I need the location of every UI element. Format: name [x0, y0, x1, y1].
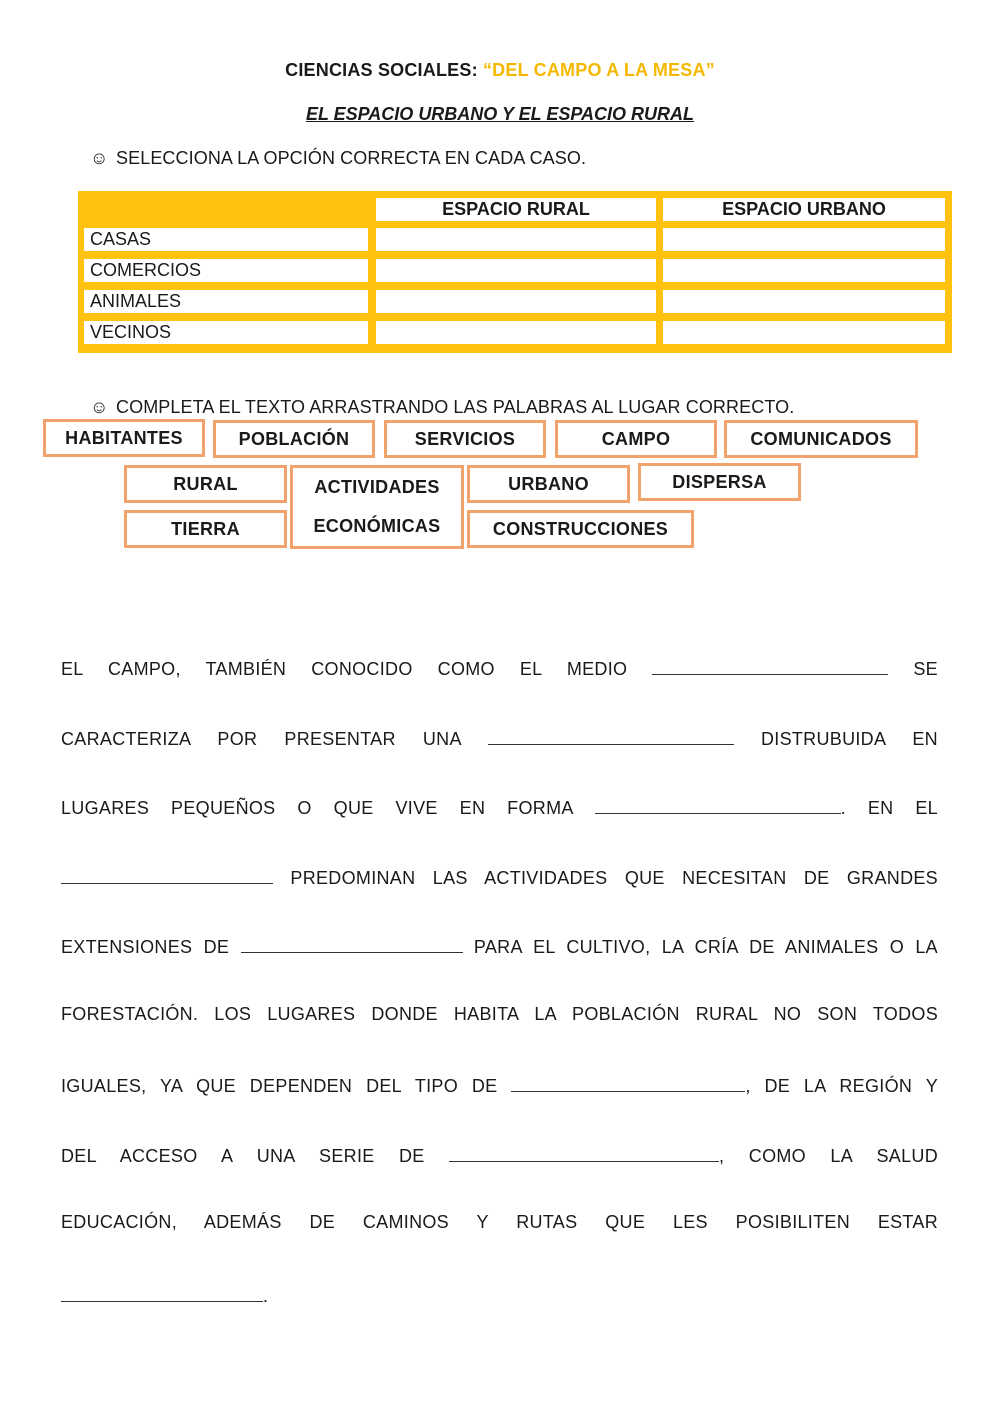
text-segment: FORESTACIÓN. LOS LUGARES DONDE HABITA LA POBLACIÓN RURAL NO SON TODOS: [61, 1004, 938, 1024]
blank-lugar[interactable]: [61, 865, 273, 884]
paragraph-line-3: [61, 795, 938, 819]
paragraph-line-5: [61, 934, 938, 958]
blank-serie[interactable]: [449, 1143, 719, 1162]
word-chip-actividades-economicas[interactable]: [290, 465, 464, 549]
answer-cell-vecinos-urbano[interactable]: [663, 321, 945, 344]
text-segment: SE: [913, 659, 938, 679]
blank-poblacion[interactable]: [488, 726, 734, 745]
word-chip-dispersa[interactable]: DISPERSA: [638, 463, 801, 501]
chip-line-economicas: ECONÓMICAS: [313, 516, 441, 536]
smiley-icon: ☺: [90, 148, 109, 168]
text-segment: EXTENSIONES DE: [61, 937, 230, 957]
word-chip-rural[interactable]: RURAL: [124, 465, 287, 503]
instruction-drag-text: COMPLETA EL TEXTO ARRASTRANDO LAS PALABRAS AL LUGAR CORRECTO.: [116, 397, 795, 417]
text-segment: CARACTERIZA POR PRESENTAR UNA: [61, 729, 461, 749]
paragraph-line-10: [61, 1283, 938, 1307]
text-segment: LUGARES PEQUEÑOS O QUE VIVE EN FORMA: [61, 798, 573, 818]
blank-forma[interactable]: [595, 795, 841, 814]
answer-cell-comercios-rural[interactable]: [376, 259, 656, 282]
text-segment: DEL ACCESO A UNA SERIE DE: [61, 1146, 425, 1166]
blank-estar[interactable]: [61, 1283, 263, 1302]
word-chip-servicios[interactable]: SERVICIOS: [384, 420, 546, 458]
text-segment: EL CAMPO, TAMBIÉN CONOCIDO COMO EL MEDIO: [61, 659, 628, 679]
answer-cell-casas-rural[interactable]: [376, 228, 656, 251]
column-header-urbano: ESPACIO URBANO: [663, 198, 945, 221]
word-chip-habitantes[interactable]: HABITANTES: [43, 419, 205, 457]
answer-cell-casas-urbano[interactable]: [663, 228, 945, 251]
instruction-select-text: SELECCIONA LA OPCIÓN CORRECTA EN CADA CASO.: [116, 148, 587, 168]
worksheet-title: [0, 60, 1000, 81]
row-label-vecinos: VECINOS: [84, 321, 368, 344]
paragraph-line-4: [61, 865, 938, 889]
row-label-animales: ANIMALES: [84, 290, 368, 313]
text-segment: .: [263, 1286, 269, 1306]
word-chip-comunicados[interactable]: COMUNICADOS: [724, 420, 918, 458]
text-segment: EDUCACIÓN, ADEMÁS DE CAMINOS Y RUTAS QUE LES POSIBILITEN ESTAR: [61, 1212, 938, 1232]
blank-tipo[interactable]: [511, 1073, 745, 1092]
text-segment: , DE LA REGIÓN Y: [745, 1076, 938, 1096]
paragraph-line-2: [61, 726, 938, 750]
paragraph-line-1: [61, 656, 938, 680]
answer-cell-vecinos-rural[interactable]: [376, 321, 656, 344]
instruction-drag: [90, 397, 794, 418]
title-separator: :: [471, 60, 478, 80]
text-segment: . EN EL: [840, 798, 938, 818]
word-chip-tierra[interactable]: TIERRA: [124, 510, 287, 548]
text-segment: PREDOMINAN LAS ACTIVIDADES QUE NECESITAN DE GRANDES: [290, 868, 938, 888]
blank-extensiones[interactable]: [241, 934, 463, 953]
instruction-select: [90, 148, 586, 169]
theme-label: “DEL CAMPO A LA MESA”: [482, 60, 715, 80]
word-chip-construcciones[interactable]: CONSTRUCCIONES: [467, 510, 694, 548]
smiley-icon: ☺: [90, 397, 109, 417]
text-segment: , COMO LA SALUD: [719, 1146, 938, 1166]
row-label-comercios: COMERCIOS: [84, 259, 368, 282]
text-segment: IGUALES, YA QUE DEPENDEN DEL TIPO DE: [61, 1076, 498, 1096]
row-label-casas: CASAS: [84, 228, 368, 251]
text-segment: PARA EL CULTIVO, LA CRÍA DE ANIMALES O LA: [473, 937, 938, 957]
text-segment: DISTRUBUIDA EN: [760, 729, 938, 749]
answer-cell-animales-urbano[interactable]: [663, 290, 945, 313]
blank-medio[interactable]: [652, 656, 888, 675]
word-chip-urbano[interactable]: URBANO: [467, 465, 630, 503]
answer-cell-animales-rural[interactable]: [376, 290, 656, 313]
word-chip-campo[interactable]: CAMPO: [555, 420, 717, 458]
paragraph-line-6: [61, 1004, 938, 1025]
column-header-rural: ESPACIO RURAL: [376, 198, 656, 221]
paragraph-line-8: [61, 1143, 938, 1167]
word-chip-poblacion[interactable]: POBLACIÓN: [213, 420, 375, 458]
paragraph-line-7: [61, 1073, 938, 1097]
paragraph-line-9: [61, 1212, 938, 1233]
classification-table: [78, 191, 952, 353]
answer-cell-comercios-urbano[interactable]: [663, 259, 945, 282]
worksheet-subtitle: EL ESPACIO URBANO Y EL ESPACIO RURAL: [305, 104, 695, 124]
subject-label: CIENCIAS SOCIALES: [285, 60, 472, 80]
chip-line-actividades: ACTIVIDADES: [314, 477, 440, 497]
